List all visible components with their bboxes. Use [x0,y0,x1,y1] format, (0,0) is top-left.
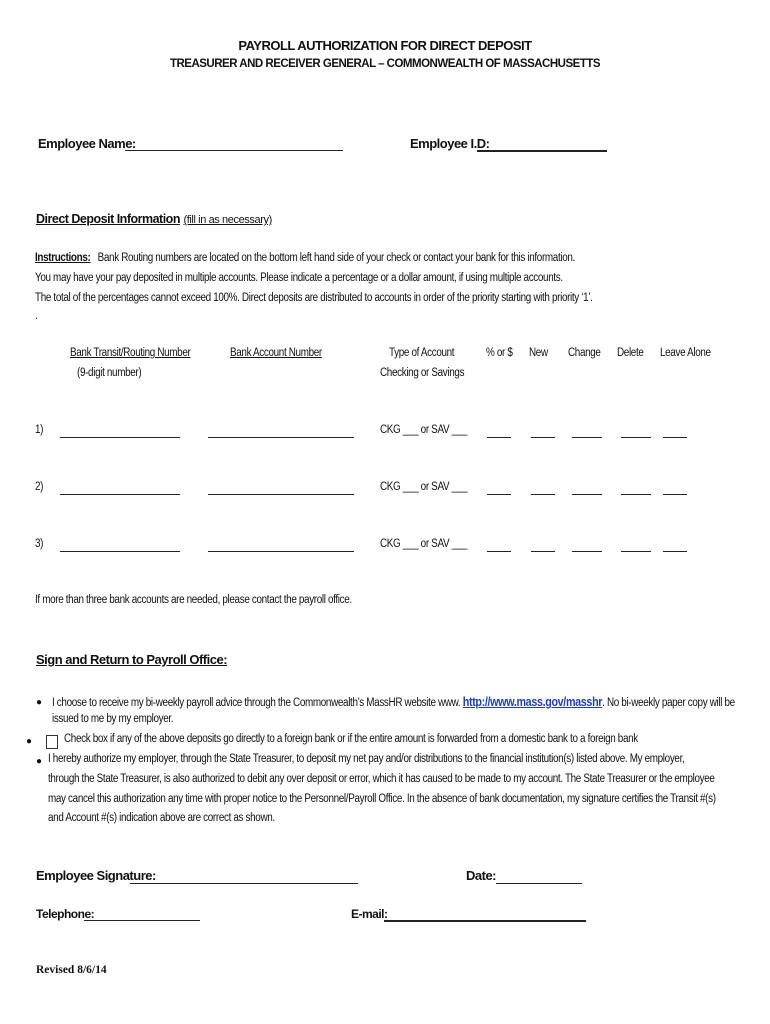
row-3-account-field[interactable] [208,551,354,552]
sign-heading: Sign and Return to Payroll Office: [36,652,228,667]
row-3-number: 3) [35,538,44,550]
row-3-change-field[interactable] [572,551,602,552]
masshr-link[interactable]: http://www.mass.gov/masshr [462,695,603,709]
col-new-header: New [529,347,548,359]
row-1-change-field[interactable] [572,437,602,438]
bullet-2-dot: ● [26,736,33,747]
row-3-type[interactable]: CKG ___ or SAV ___ [380,538,468,550]
foreign-bank-checkbox[interactable] [46,733,64,751]
row-2-delete-field[interactable] [621,494,651,495]
row-1-new-field[interactable] [531,437,555,438]
row-2-account-field[interactable] [208,494,354,495]
col-routing-header: Bank Transit/Routing Number [70,347,191,359]
date-label: Date: [466,868,497,883]
telephone-field[interactable] [84,920,200,921]
bullet-1-line-2: issued to me by my employer. [52,713,174,725]
bullet-3-dot: ● [36,756,43,767]
form-subtitle: TREASURER AND RECEIVER GENERAL – COMMONWEALTH OF MASSACHUSETTS [169,58,601,70]
row-1-account-field[interactable] [208,437,354,438]
email-field[interactable] [384,920,586,922]
bullet-1-post: . No bi-weekly paper copy will be [602,697,735,709]
col-type-sub: Checking or Savings [380,367,465,379]
col-account-header: Bank Account Number [230,347,322,359]
col-pct-header: % or $ [486,347,513,359]
bullet-3-line-4: and Account #(s) indication above are correct as shown. [48,812,275,824]
date-field[interactable] [496,883,582,884]
direct-deposit-note: (fill in as necessary) [183,214,272,226]
row-3-new-field[interactable] [531,551,555,552]
bullet-3-line-2: through the State Treasurer, is also authorized to debit any over deposit or error, which it has caused to be made to my account. The State Treasurer or the employee [48,773,715,785]
row-1-routing-field[interactable] [60,437,180,438]
bullet-3-line-3: may cancel this authorization any time with proper notice to the Personnel/Payroll Office. In the absence of bank documentation, my signature certifies the Transit #(s) [48,793,716,805]
instructions-line-4: . [35,310,38,322]
bullet-3-line-1: I hereby authorize my employer, through the State Treasurer, to deposit my net pay and/or distributions to the financial institution(s) listed above. My employer, [48,753,685,765]
row-3-delete-field[interactable] [621,551,651,552]
employee-id-field[interactable] [477,150,607,152]
col-type-header: Type of Account [389,347,455,359]
row-3-routing-field[interactable] [60,551,180,552]
row-3-leave-field[interactable] [663,551,687,552]
bullet-2-text: Check box if any of the above deposits go directly to a foreign bank or if the entire amount is forwarded from a domestic bank to a foreign bank [64,733,638,745]
row-2-new-field[interactable] [531,494,555,495]
signature-label: Employee Signature: [36,868,156,883]
instructions-line-1 [35,252,575,264]
form-title: PAYROLL AUTHORIZATION FOR DIRECT DEPOSIT [238,38,532,53]
email-label: E-mail: [351,907,388,921]
row-1-pct-field[interactable] [487,437,511,438]
row-2-type[interactable]: CKG ___ or SAV ___ [380,481,468,493]
col-change-header: Change [568,347,601,359]
col-delete-header: Delete [617,347,644,359]
direct-deposit-heading: Direct Deposit Information [36,212,180,226]
more-accounts-note: If more than three bank accounts are needed, please contact the payroll office. [35,594,352,606]
employee-name-label: Employee Name: [38,136,136,151]
instructions-label: Instructions: [35,252,91,264]
col-leave-header: Leave Alone [660,347,711,359]
instructions-line-2: You may have your pay deposited in multiple accounts. Please indicate a percentage or a dollar amount, if using multiple accounts. [35,272,563,284]
row-2-pct-field[interactable] [487,494,511,495]
row-3-pct-field[interactable] [487,551,511,552]
row-2-leave-field[interactable] [663,494,687,495]
row-2-routing-field[interactable] [60,494,180,495]
col-routing-sub: (9-digit number) [77,367,142,379]
bullet-1-dot: ● [36,697,43,708]
row-2-number: 2) [35,481,44,493]
signature-field[interactable] [130,883,358,884]
row-1-delete-field[interactable] [621,437,651,438]
instructions-line-3: The total of the percentages cannot exceed 100%. Direct deposits are distributed to accounts in order of the priority starting with priority ‘1’. [35,292,593,304]
telephone-label: Telephone: [36,907,95,921]
instructions-text-1: Bank Routing numbers are located on the bottom left hand side of your check or contact your bank for this information. [97,252,575,264]
bullet-1-text: I choose to receive my bi-weekly payroll advice through the Commonwealth’s MassHR website www. [52,697,461,709]
employee-name-field[interactable] [125,150,343,151]
row-2-change-field[interactable] [572,494,602,495]
row-1-leave-field[interactable] [663,437,687,438]
row-1-number: 1) [35,424,44,436]
revised-date: Revised 8/6/14 [36,964,107,976]
direct-deposit-heading-wrap [36,212,272,226]
bullet-1-line-1 [52,695,735,709]
row-1-type[interactable]: CKG ___ or SAV ___ [380,424,468,436]
employee-id-label: Employee I.D: [410,136,490,151]
